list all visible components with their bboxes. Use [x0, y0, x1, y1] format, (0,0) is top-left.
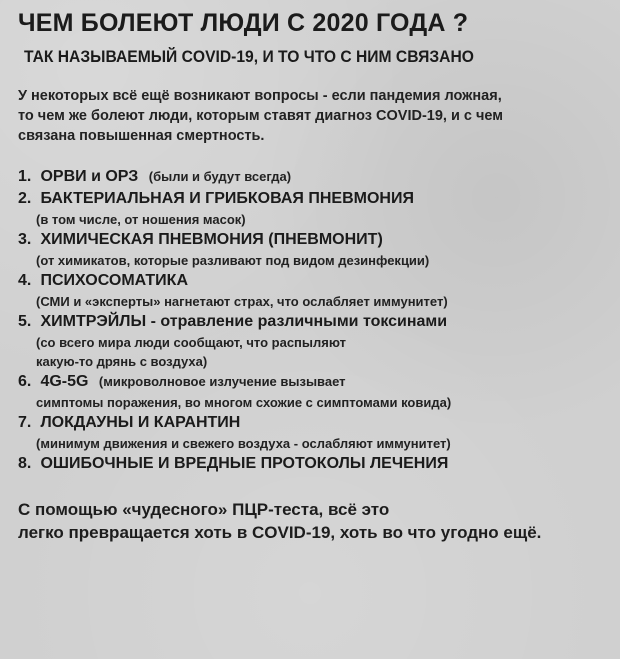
list-item-number: 7. [18, 414, 32, 431]
list-item-title: ХИМИЧЕСКАЯ ПНЕВМОНИЯ (ПНЕВМОНИТ) [40, 231, 383, 248]
list-item-title: БАКТЕРИАЛЬНАЯ И ГРИБКОВАЯ ПНЕВМОНИЯ [40, 190, 414, 207]
list-item-title: ХИМТРЭЙЛЫ - отравление различными токсинами [40, 313, 448, 330]
list-item [18, 166, 608, 188]
list-item-number: 6. [18, 373, 32, 390]
list-item [18, 453, 608, 475]
list-item-number: 1. [18, 168, 32, 185]
list-item-number: 8. [18, 455, 32, 472]
list-item [18, 270, 608, 311]
list-item-heading [18, 188, 608, 210]
list-item-heading [18, 229, 608, 251]
list-item-title: ЛОКДАУНЫ И КАРАНТИН [40, 414, 241, 431]
page-title: ЧЕМ БОЛЕЮТ ЛЮДИ С 2020 ГОДА ? [18, 9, 469, 37]
list-item-title: ОШИБОЧНЫЕ И ВРЕДНЫЕ ПРОТОКОЛЫ ЛЕЧЕНИЯ [40, 455, 449, 472]
list-item-heading [18, 270, 608, 292]
list-item-note: (СМИ и «эксперты» нагнетают страх, что ослабляет иммунитет) [36, 294, 448, 309]
list-item-heading [18, 412, 608, 434]
list-item-note: (от химикатов, которые разливают под видом дезинфекции) [36, 253, 430, 268]
list-item [18, 188, 608, 229]
list-item-note: (минимум движения и свежего воздуха - ослабляют иммунитет) [36, 436, 451, 451]
list-item [18, 229, 608, 270]
page-subtitle: ТАК НАЗЫВАЕМЫЙ COVID-19, И ТО ЧТО С НИМ СВЯЗАНО [24, 47, 474, 66]
list-item-number: 2. [18, 190, 32, 207]
intro-line-2: то чем же болеют люди, которым ставят диагноз COVID-19, и с чем [18, 108, 504, 124]
intro-paragraph [18, 86, 608, 146]
list-item [18, 311, 608, 371]
list-item-title: 4G-5G [40, 373, 89, 390]
footer-line-2: легко превращается хоть в COVID-19, хоть во что угодно ещё. [18, 523, 542, 542]
list-item-note: (в том числе, от ношения масок) [36, 212, 246, 227]
list-item-note: какую-то дрянь с воздуха) [36, 354, 208, 369]
list-item-note: симптомы поражения, во многом схожие с симптомами ковида) [36, 395, 452, 410]
list-item-title: ПСИХОСОМАТИКА [40, 272, 188, 289]
list-item-number: 3. [18, 231, 32, 248]
list-item-note: (со всего мира люди сообщают, что распыляют [36, 335, 347, 350]
intro-line-1: У некоторых всё ещё возникают вопросы - если пандемия ложная, [18, 88, 502, 104]
footer-paragraph [18, 498, 608, 544]
footer-line-1: С помощью «чудесного» ПЦР-теста, всё это [18, 500, 390, 519]
list-item [18, 412, 608, 453]
list-item-heading [18, 371, 608, 393]
list-item-heading [18, 166, 608, 188]
intro-line-3: связана повышенная смертность. [18, 128, 265, 144]
list-item-inline-note: (микроволновое излучение вызывает [98, 374, 346, 389]
list-item-title: ОРВИ и ОРЗ [40, 168, 139, 185]
cause-list [18, 166, 608, 475]
list-item-heading [18, 311, 608, 333]
list-item-heading [18, 453, 608, 475]
list-item-number: 5. [18, 313, 32, 330]
list-item-number: 4. [18, 272, 32, 289]
list-item [18, 371, 608, 412]
list-item-inline-note: (были и будут всегда) [148, 169, 292, 184]
